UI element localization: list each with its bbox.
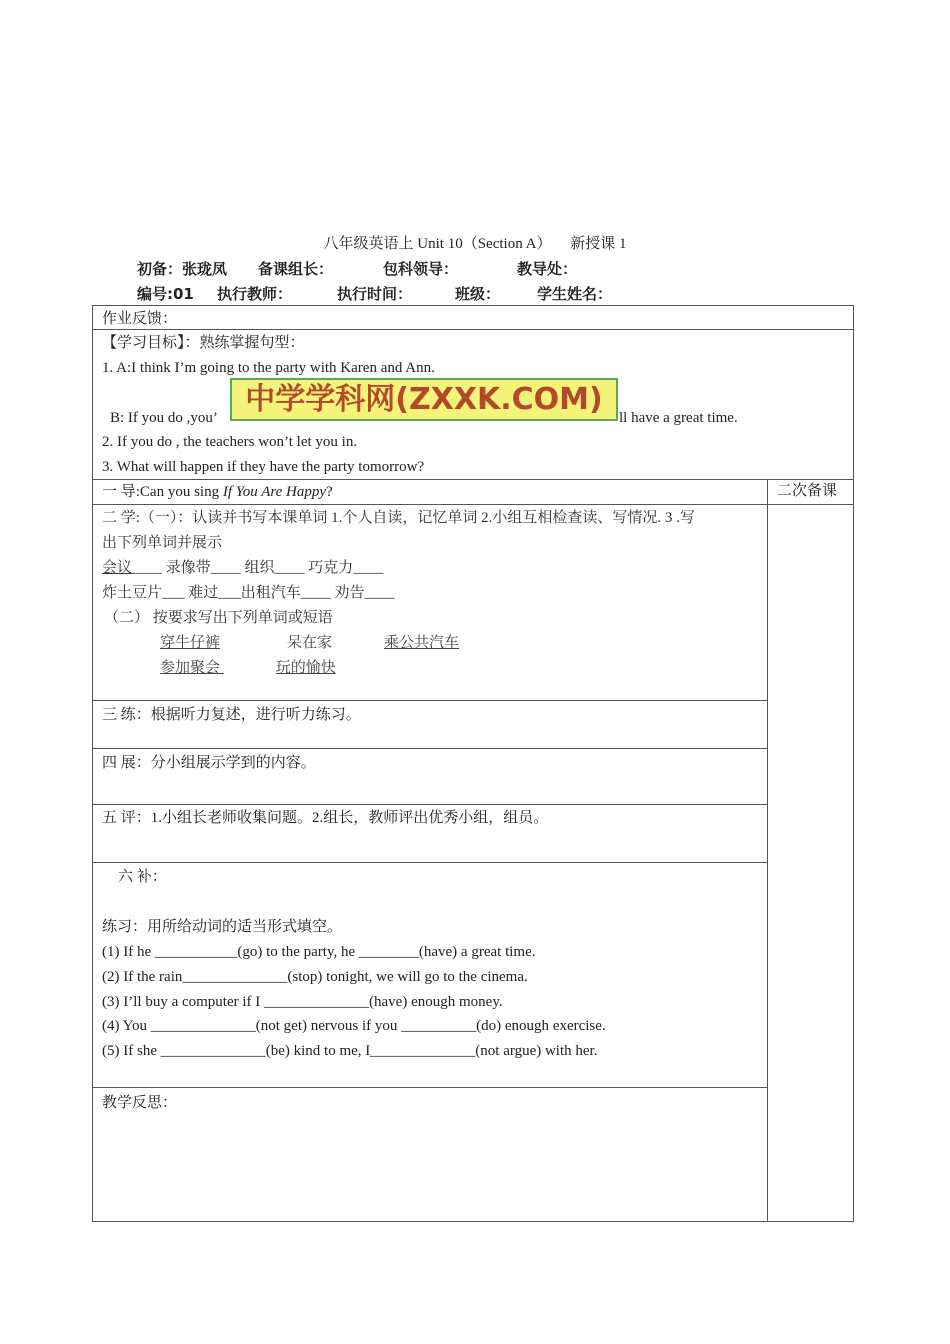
exercise-q2: (2) If the rain______________(stop) tonight, we will go to the cinema.	[102, 969, 528, 985]
vocab-word: ____ 组织	[210, 560, 275, 576]
title-text: 八年级英语上 Unit 10（Section A）	[323, 236, 552, 252]
goal-sentence-1b-left: B: If you do ,you’	[110, 410, 218, 426]
group-leader: 备课组长：	[258, 260, 334, 278]
phrase-bus: 乘公共汽车	[384, 635, 460, 651]
goals-heading: 【学习目标】：熟练掌握句型：	[102, 335, 305, 351]
header-row-2	[137, 283, 612, 304]
learn-part-2: （二） 按要求写出下列单词或短语	[104, 610, 333, 626]
learn-line-2: 出下列单词并展示	[102, 535, 223, 551]
practice-section: 三 练：根据听力复述，进行听力练习。	[102, 707, 361, 723]
guide-suffix: ?	[326, 484, 333, 500]
student-name-field: 学生姓名：	[537, 285, 613, 303]
table-divider-4	[92, 700, 768, 701]
exercise-q3: (3) I’ll buy a computer if I ______________(have) enough money.	[102, 994, 503, 1010]
song-title: If You Are Happy	[222, 484, 327, 500]
phrase-jeans: 穿牛仔裤	[160, 635, 221, 651]
watermark-logo: 中学学科网(ZXXK.COM)	[230, 378, 618, 421]
execution-time: 执行时间：	[337, 285, 413, 303]
goal-sentence-2: 2. If you do , the teachers won’t let you in.	[102, 434, 358, 450]
vocab-word: 会议	[102, 560, 133, 576]
table-border-top	[92, 305, 854, 306]
supplement-heading: 六 补：	[118, 869, 167, 885]
table-divider-8	[92, 1087, 768, 1088]
table-border-left	[92, 305, 93, 1222]
phrase-party: 参加聚会	[160, 660, 224, 676]
phrase-line-1	[160, 633, 514, 653]
goal-sentence-1b-right: ll have a great time.	[619, 410, 738, 426]
page-title	[0, 232, 950, 253]
phrase-line-2	[160, 658, 390, 678]
learn-line-1: 二 学:（一）：认读并书写本课单词 1.个人自读，记忆单词 2.小组互相检查读、写情况. 3 .写	[102, 510, 695, 526]
exercise-q4: (4) You ______________(not get) nervous if you __________(do) enough exercise.	[102, 1018, 606, 1034]
side-column-divider	[767, 479, 768, 1222]
lesson-type: 新授课 1	[570, 236, 627, 252]
second-preparation-header: 二次备课	[777, 483, 838, 499]
show-section: 四 展：分小组展示学到的内容。	[102, 755, 316, 771]
vocab-blank: ____	[353, 560, 384, 576]
table-divider-7	[92, 862, 768, 863]
table-border-right	[853, 305, 854, 1222]
exercise-q5: (5) If she ______________(be) kind to me, I______________(not argue) with her.	[102, 1043, 598, 1059]
header-row-1	[137, 258, 577, 279]
teaching-office: 教导处：	[517, 260, 578, 278]
vocab-word: ____ 巧克力	[274, 560, 354, 576]
evaluate-section: 五 评：1.小组长老师收集问题。2.组长，教师评出优秀小组，组员。	[102, 810, 549, 826]
table-divider-5	[92, 748, 768, 749]
vocab-word: ____ 录像带	[132, 560, 211, 576]
class-field: 班级：	[455, 285, 501, 303]
table-divider-2	[92, 479, 854, 480]
table-border-bottom	[92, 1221, 854, 1222]
table-divider-6	[92, 804, 768, 805]
subject-leader: 包科领导：	[383, 260, 459, 278]
phrase-stay-home: 呆在家	[287, 635, 333, 651]
goal-sentence-1: 1. A:I think I’m going to the party with Karen and Ann.	[102, 360, 435, 376]
guide-line	[102, 482, 333, 502]
table-divider-3	[92, 504, 854, 505]
exercise-instruction: 练习：用所给动词的适当形式填空。	[102, 919, 343, 935]
teaching-reflection: 教学反思：	[102, 1095, 178, 1111]
table-divider-1	[92, 329, 854, 330]
serial-number: 编号:01	[137, 285, 194, 303]
guide-prefix: 一 导:Can you sing	[102, 484, 223, 500]
vocab-line-1	[102, 558, 383, 578]
goal-sentence-3: 3. What will happen if they have the party tomorrow?	[102, 459, 425, 475]
exercise-q1: (1) If he ___________(go) to the party, he ________(have) a great time.	[102, 944, 536, 960]
executing-teacher: 执行教师：	[217, 285, 293, 303]
preparer: 初备：张珑凤	[137, 260, 228, 278]
homework-feedback: 作业反馈：	[102, 311, 178, 327]
vocab-line-2: 炸土豆片___ 难过___出租汽车____ 劝告____	[102, 585, 395, 601]
phrase-have-fun: 玩的愉快	[275, 660, 336, 676]
